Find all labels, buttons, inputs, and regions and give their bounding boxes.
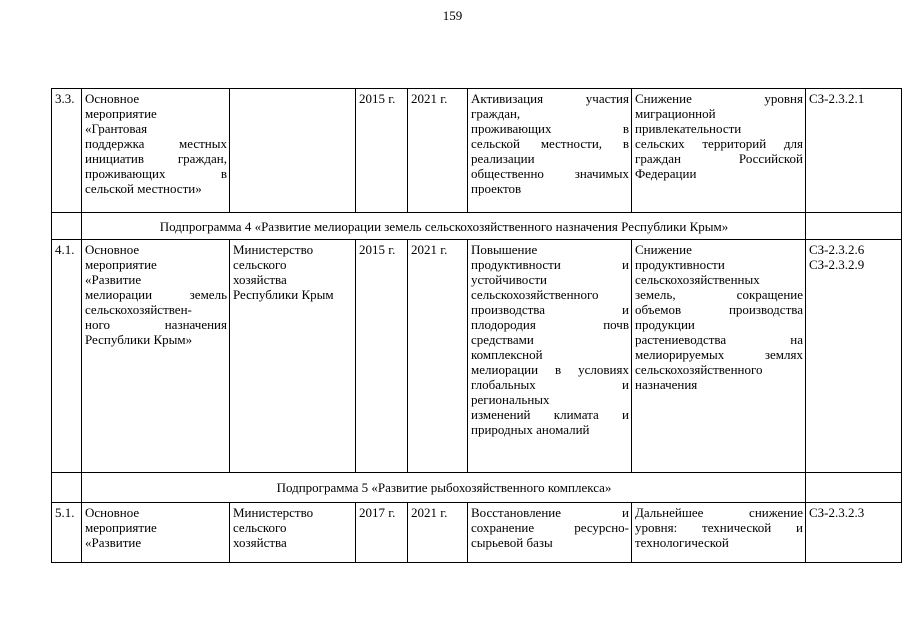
cell-line: Основное bbox=[85, 91, 140, 106]
cell-line: Дальнейшее снижение bbox=[635, 505, 803, 520]
row-number: 4.1. bbox=[52, 240, 82, 473]
table-row bbox=[52, 240, 902, 473]
subprogram-title: Подпрограмма 4 «Развитие мелиорации земель сельскохозяйственного назначения Республики Крым» bbox=[82, 213, 806, 240]
measures-table bbox=[51, 88, 902, 563]
cell-line: Активизация участия bbox=[471, 91, 629, 106]
expected-result bbox=[468, 503, 632, 563]
cell-line: сельской местности» bbox=[85, 181, 202, 196]
cell-line: мероприятие bbox=[85, 257, 157, 272]
cell-line: общественно значимых bbox=[471, 166, 629, 181]
non-implementation-consequence bbox=[632, 503, 806, 563]
indicator-code: СЗ-2.3.2.6 СЗ-2.3.2.9 bbox=[806, 240, 902, 473]
cell-line: сельской местности, в bbox=[471, 136, 629, 151]
cell-line: глобальных и bbox=[471, 377, 629, 392]
page-number: 159 bbox=[442, 8, 463, 23]
cell-line: продукции bbox=[635, 317, 695, 332]
end-year: 2021 г. bbox=[408, 89, 468, 213]
executor: Министерство сельского хозяйства Республики Крым bbox=[230, 240, 356, 473]
cell-line: мероприятие bbox=[85, 106, 157, 121]
cell-line: уровня: технической и bbox=[635, 520, 803, 535]
cell-line: мелиорации в условиях bbox=[471, 362, 629, 377]
start-year: 2015 г. bbox=[356, 89, 408, 213]
cell-line: плодородия почв bbox=[471, 317, 629, 332]
cell-line: Восстановление и bbox=[471, 505, 629, 520]
cell-line: изменений климата и bbox=[471, 407, 629, 422]
measure-name bbox=[82, 89, 230, 213]
cell-line: Повышение bbox=[471, 242, 538, 257]
cell-line: сельскохозяйственных bbox=[635, 272, 760, 287]
cell-line: природных аномалий bbox=[471, 422, 590, 437]
row-number: 5.1. bbox=[52, 503, 82, 563]
cell-line: «Грантовая bbox=[85, 121, 148, 136]
cell-line: сельских территорий для bbox=[635, 136, 803, 151]
cell-line: граждан, bbox=[471, 106, 521, 121]
executor: Министерство сельского хозяйства bbox=[230, 503, 356, 563]
cell-line: привлекательности bbox=[635, 121, 742, 136]
table-row bbox=[52, 89, 902, 213]
start-year: 2015 г. bbox=[356, 240, 408, 473]
cell-line: поддержка местных bbox=[85, 136, 227, 151]
cell-line: земель, сокращение bbox=[635, 287, 803, 302]
cell-line: растениеводства на bbox=[635, 332, 803, 347]
subprogram-row bbox=[52, 213, 902, 240]
cell-line: объемов производства bbox=[635, 302, 803, 317]
cell-line: сельскохозяйственного bbox=[635, 362, 763, 377]
measure-name bbox=[82, 503, 230, 563]
cell-line: региональных bbox=[471, 392, 550, 407]
executor bbox=[230, 89, 356, 213]
cell-line: мероприятие bbox=[85, 520, 157, 535]
cell-line: реализации bbox=[471, 151, 535, 166]
cell-line: Снижение уровня bbox=[635, 91, 803, 106]
cell-line: ного назначения bbox=[85, 317, 227, 332]
start-year: 2017 г. bbox=[356, 503, 408, 563]
cell-line: мелиорируемых землях bbox=[635, 347, 803, 362]
cell-line: средствами bbox=[471, 332, 534, 347]
expected-result bbox=[468, 240, 632, 473]
cell-line: миграционной bbox=[635, 106, 716, 121]
expected-result bbox=[468, 89, 632, 213]
cell-line: мелиорации земель bbox=[85, 287, 227, 302]
cell-line: продуктивности и bbox=[471, 257, 629, 272]
cell-line: проживающих в bbox=[85, 166, 227, 181]
cell-line: граждан Российской bbox=[635, 151, 803, 166]
cell-line: сельскохозяйствен- bbox=[85, 302, 192, 317]
measure-name bbox=[82, 240, 230, 473]
subprogram-row bbox=[52, 473, 902, 503]
subprogram-title: Подпрограмма 5 «Развитие рыбохозяйственного комплекса» bbox=[82, 473, 806, 503]
cell-line: проектов bbox=[471, 181, 522, 196]
cell-line: инициатив граждан, bbox=[85, 151, 227, 166]
cell-line: «Развитие bbox=[85, 535, 142, 550]
cell-line: комплексной bbox=[471, 347, 543, 362]
cell-line: сохранение ресурсно- bbox=[471, 520, 629, 535]
end-year: 2021 г. bbox=[408, 503, 468, 563]
cell-line: Республики Крым» bbox=[85, 332, 193, 347]
cell-line: сельскохозяйственного bbox=[471, 287, 599, 302]
cell-line: назначения bbox=[635, 377, 698, 392]
non-implementation-consequence bbox=[632, 89, 806, 213]
indicator-code: СЗ-2.3.2.1 bbox=[806, 89, 902, 213]
row-number: 3.3. bbox=[52, 89, 82, 213]
cell-line: производства и bbox=[471, 302, 629, 317]
cell-line: Основное bbox=[85, 505, 140, 520]
indicator-code: СЗ-2.3.2.3 bbox=[806, 503, 902, 563]
cell-line: Снижение bbox=[635, 242, 692, 257]
cell-line: Основное bbox=[85, 242, 140, 257]
cell-line: продуктивности bbox=[635, 257, 725, 272]
cell-line: «Развитие bbox=[85, 272, 142, 287]
cell-line: проживающих в bbox=[471, 121, 629, 136]
cell-line: устойчивости bbox=[471, 272, 548, 287]
table-row bbox=[52, 503, 902, 563]
cell-line: сырьевой базы bbox=[471, 535, 553, 550]
end-year: 2021 г. bbox=[408, 240, 468, 473]
cell-line: Федерации bbox=[635, 166, 697, 181]
non-implementation-consequence bbox=[632, 240, 806, 473]
cell-line: технологической bbox=[635, 535, 729, 550]
